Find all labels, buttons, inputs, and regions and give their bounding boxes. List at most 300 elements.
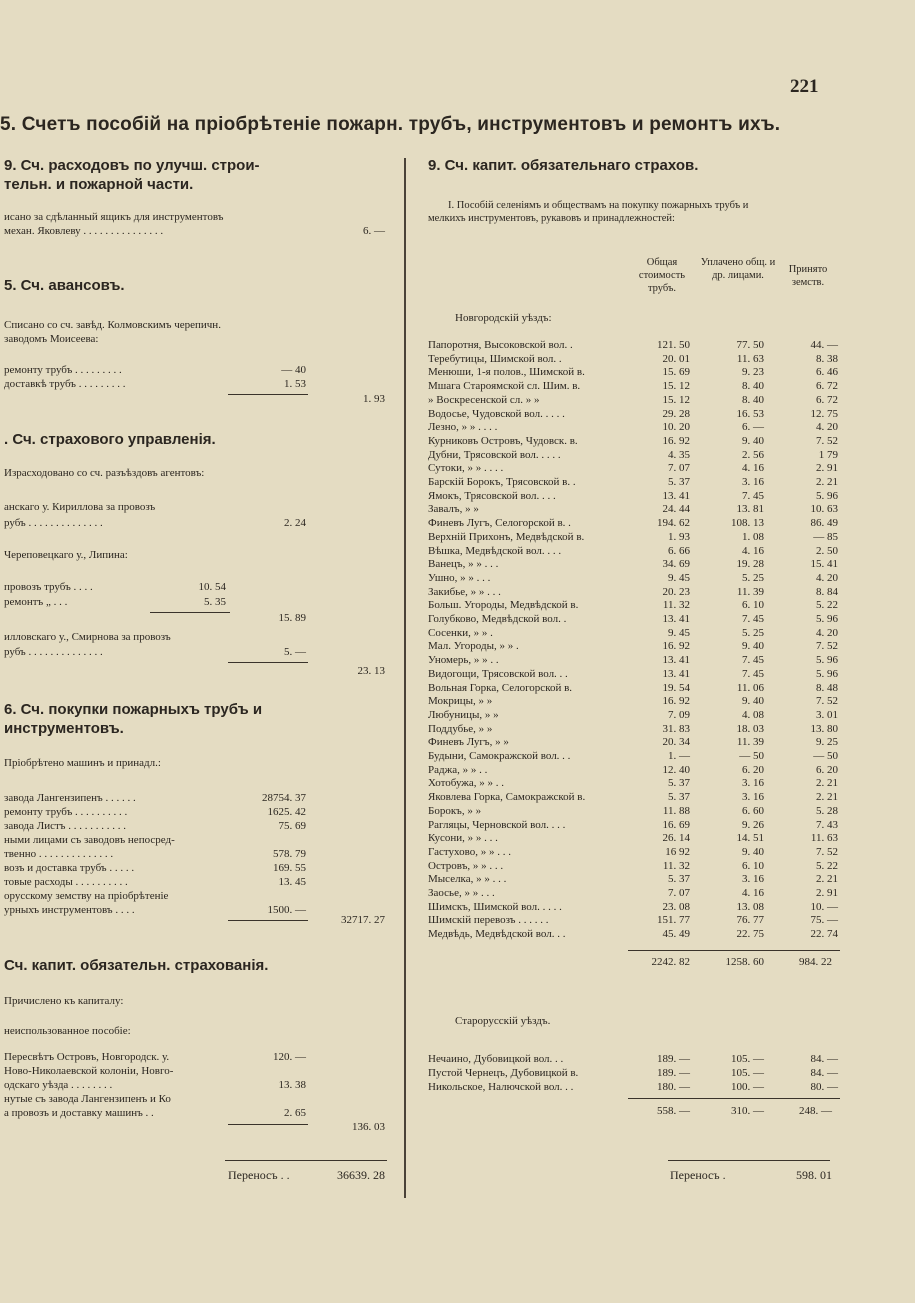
row-cost: 151. 77: [657, 914, 690, 927]
row-cost: 7. 07: [668, 887, 690, 899]
column-header-zemstvo: Принято земств.: [788, 264, 828, 288]
row-paid: 4. 16: [742, 544, 764, 557]
row-cost: 1. 93: [668, 530, 690, 543]
row-zemstvo: 7. 52: [816, 845, 838, 858]
section-heading-purchase: 6. Сч. покупки пожарныхъ трубъ и инструментовъ.: [4, 701, 263, 737]
carry-over-label: Переносъ .: [670, 1168, 726, 1182]
ledger-value: 6. —: [363, 225, 385, 237]
row-cost: 5. 37: [668, 777, 690, 790]
row-place: Мшага Староямской сл. Шим. в.: [428, 380, 581, 393]
section-heading-insurance-admin: . Сч. страхового управленія.: [4, 431, 216, 448]
row-paid: 3. 16: [742, 873, 764, 886]
row-paid: 4. 08: [742, 708, 764, 721]
row-zemstvo: 1 79: [818, 448, 838, 461]
row-paid: 6. 60: [742, 804, 764, 817]
row-paid: 13. 81: [736, 503, 764, 516]
table-row: [428, 599, 838, 612]
row-place: Нечаино, Дубовицкой вол. . .: [428, 1053, 564, 1065]
row-zemstvo: 84. —: [810, 1053, 838, 1065]
row-zemstvo: 22. 74: [810, 928, 838, 941]
totals2-paid: 310. —: [731, 1105, 764, 1117]
ledger-line: ными лицами съ заводовъ непосред-: [4, 834, 175, 846]
carry-over-value: 598. 01: [796, 1168, 832, 1182]
row-place: » Воскресенской сл. » »: [428, 393, 540, 406]
table-row: [428, 860, 838, 873]
row-cost: 16. 92: [662, 640, 690, 653]
row-zemstvo: 4. 20: [816, 626, 838, 639]
row-zemstvo: 44. —: [810, 339, 838, 351]
row-place: Сутоки, » » . . . .: [428, 462, 504, 475]
row-cost: 5. 37: [668, 873, 690, 886]
ledger-total: 23. 13: [357, 665, 385, 677]
row-paid: 19. 28: [736, 558, 764, 571]
ledger-line: Израсходовано со сч. разъѣздовъ агентовъ:: [4, 467, 205, 479]
row-paid: 3. 16: [742, 476, 764, 488]
row-zemstvo: 2. 21: [816, 791, 838, 804]
table-row: [428, 353, 838, 366]
row-zemstvo: 6. 72: [816, 380, 838, 393]
row-place: Никольское, Налючской вол. . .: [428, 1081, 574, 1093]
row-paid: 9. 40: [742, 695, 764, 708]
row-zemstvo: — 50: [813, 750, 838, 762]
row-paid: 13. 08: [736, 900, 764, 913]
rule: [628, 950, 840, 951]
row-zemstvo: 2. 21: [816, 476, 838, 488]
rule: [150, 612, 230, 613]
ledger-line: Причислено къ капиталу:: [4, 995, 124, 1007]
ledger-value: 1. 53: [284, 378, 306, 390]
row-cost: 26. 14: [662, 832, 690, 845]
row-place: Кусони, » » . . .: [428, 832, 498, 845]
totals-zemstvo: 984. 22: [799, 956, 832, 968]
row-place: Больш. Угороды, Медвѣдской в.: [428, 599, 579, 612]
row-place: Медвѣдь, Медвѣдской вол. . .: [428, 928, 566, 941]
table-row: [428, 805, 838, 818]
ledger-total: 32717. 27: [341, 914, 385, 926]
row-place: Сосенки, » » .: [428, 626, 493, 639]
row-paid: 14. 51: [736, 832, 764, 845]
table-row: [428, 572, 838, 585]
row-cost: 9. 45: [668, 571, 690, 584]
ledger-line: твенно . . . . . . . . . . . . . .: [4, 848, 114, 860]
row-cost: 7. 09: [668, 708, 690, 721]
ledger-line: завода Лангензипенъ . . . . . .: [4, 792, 136, 804]
table-row: [428, 695, 838, 708]
row-zemstvo: 6. 72: [816, 393, 838, 406]
table-row: [428, 1081, 838, 1094]
table-row: [428, 832, 838, 845]
row-place: Барскій Борокъ, Трясовской в. .: [428, 476, 576, 488]
totals-paid: 1258. 60: [725, 956, 764, 968]
table-row: [428, 586, 838, 599]
totals-cost: 2242. 82: [651, 956, 690, 968]
column-header-paid: Уплачено общ. и др. лицами.: [700, 257, 776, 281]
row-paid: 6. 20: [742, 763, 764, 776]
ledger-line: урныхъ инструментовъ . . . .: [4, 904, 135, 916]
row-cost: 24. 44: [662, 503, 690, 516]
row-cost: 20. 23: [662, 585, 690, 598]
row-cost: 7. 07: [668, 462, 690, 475]
row-place: Финевъ Лугъ, » »: [428, 736, 509, 749]
row-place: Шимскъ, Шимской вол. . . . .: [428, 900, 562, 913]
ledger-value: 169. 55: [273, 862, 306, 874]
ledger-line: Ново-Николаевской колоніи, Новго-: [4, 1065, 174, 1077]
row-place: Ванецъ, » » . . .: [428, 558, 499, 571]
row-paid: 11. 06: [736, 681, 764, 694]
row-paid: 100. —: [731, 1081, 764, 1093]
rule: [225, 1160, 387, 1161]
row-zemstvo: 11. 63: [810, 832, 838, 845]
row-paid: 9. 40: [742, 640, 764, 653]
row-cost: 4. 35: [668, 448, 690, 461]
row-place: Лезно, » » . . . .: [428, 421, 498, 434]
row-paid: 9. 23: [742, 366, 764, 379]
row-cost: 19. 54: [662, 681, 690, 694]
row-place: Островъ, » » . . .: [428, 859, 504, 872]
ledger-line: анскаго у. Кириллова за провозъ: [4, 501, 156, 513]
ledger-line: рубъ . . . . . . . . . . . . . .: [4, 646, 103, 658]
ledger-line: илловскаго у., Смирнова за провозъ: [4, 631, 171, 643]
ledger-line: неиспользованное пособіе:: [4, 1025, 131, 1037]
row-zemstvo: 8. 38: [816, 352, 838, 365]
rule: [628, 1098, 840, 1099]
row-paid: 7. 45: [742, 613, 764, 625]
row-zemstvo: 10. —: [810, 900, 838, 913]
table-row: [428, 394, 838, 407]
row-zemstvo: 2. 21: [816, 873, 838, 886]
row-place: Мыселка, » » . . .: [428, 873, 507, 886]
row-paid: 3. 16: [742, 777, 764, 790]
table-row: [428, 558, 838, 571]
row-paid: 4. 16: [742, 462, 764, 475]
row-zemstvo: 2. 50: [816, 544, 838, 557]
row-cost: 5. 37: [668, 791, 690, 804]
row-zemstvo: 3. 01: [816, 708, 838, 721]
table-row: [428, 380, 838, 393]
row-zemstvo: 5. 96: [816, 667, 838, 680]
ledger-value: 2. 65: [284, 1107, 306, 1119]
row-zemstvo: 75. —: [810, 914, 838, 927]
ledger-value: 28754. 37: [262, 792, 306, 804]
section-heading-capital: 9. Сч. капит. обязательнаго страхов.: [428, 157, 699, 174]
column-header-cost: Общая стоимость трубъ.: [638, 257, 686, 294]
row-place: Мал. Угороды, » » .: [428, 640, 519, 653]
row-zemstvo: 9. 25: [816, 736, 838, 749]
ledger-value: 75. 69: [278, 820, 306, 832]
row-cost: 45. 49: [662, 928, 690, 941]
row-paid: 8. 40: [742, 380, 764, 393]
row-cost: 13. 41: [662, 489, 690, 502]
table-row: [428, 435, 838, 448]
ledger-line: возъ и доставка трубъ . . . . .: [4, 862, 135, 874]
table-row: [428, 914, 838, 927]
row-paid: 9. 40: [742, 845, 764, 858]
row-place: Вольная Горка, Селогорской в.: [428, 681, 573, 694]
row-paid: 16. 53: [736, 407, 764, 420]
row-zemstvo: 5. 28: [816, 804, 838, 817]
row-zemstvo: 2. 21: [816, 777, 838, 790]
row-place: Видогощи, Трясовской вол. . .: [428, 667, 568, 680]
row-cost: 29. 28: [662, 407, 690, 420]
table-row: [428, 627, 838, 640]
row-zemstvo: 7. 43: [816, 818, 838, 831]
table-row: [428, 764, 838, 777]
table-row: [428, 873, 838, 886]
row-zemstvo: 7. 52: [816, 695, 838, 708]
table-row: [428, 777, 838, 790]
row-place: Завалъ, » »: [428, 503, 479, 516]
table-row: [428, 531, 838, 544]
totals2-cost: 558. —: [657, 1105, 690, 1117]
row-cost: 11. 32: [662, 859, 690, 872]
row-zemstvo: 8. 48: [816, 681, 838, 694]
ledger-line: заводомъ Моисеева:: [4, 333, 99, 345]
row-cost: 13. 41: [662, 613, 690, 625]
row-paid: 9. 40: [742, 434, 764, 447]
table-row: [428, 750, 838, 763]
row-place: Пустой Чернецъ, Дубовицкой в.: [428, 1067, 579, 1079]
ledger-value: 10. 54: [198, 581, 226, 593]
row-paid: 8. 40: [742, 393, 764, 406]
ledger-line: Пріобрѣтено машинъ и принадл.:: [4, 757, 161, 769]
row-place: Хотобужа, » » . .: [428, 777, 505, 790]
row-cost: 16. 69: [662, 818, 690, 831]
row-zemstvo: 4. 20: [816, 571, 838, 584]
page-title: 5. Счетъ пособій на пріобрѣтеніе пожарн. трубъ, инструментовъ и ремонтъ ихъ.: [0, 114, 781, 135]
section-intro: I. Пособій селеніямъ и обществамъ на покупку пожарныхъ трубъ и мелкихъ инструментовъ, рукавовъ и принадлежностей:: [428, 200, 749, 224]
row-zemstvo: — 85: [813, 530, 838, 543]
row-cost: 180. —: [657, 1081, 690, 1093]
row-place: Заосье, » » . . .: [428, 887, 495, 899]
ledger-value: 578. 79: [273, 848, 306, 860]
table-row: [428, 339, 838, 352]
table-row: [428, 928, 838, 941]
row-cost: 189. —: [657, 1053, 690, 1065]
row-place: Яковлева Горка, Самокражской в.: [428, 791, 586, 804]
row-paid: 11. 39: [736, 736, 764, 749]
ledger-line: Пересвѣтъ Островъ, Новгородск. у.: [4, 1051, 170, 1063]
row-zemstvo: 5. 96: [816, 654, 838, 667]
row-place: Мокрицы, » »: [428, 695, 493, 708]
table-row: [428, 887, 838, 900]
ledger-line: орусскому земству на пріобрѣтеніе: [4, 890, 169, 902]
ledger-line: провозъ трубъ . . . .: [4, 581, 93, 593]
ledger-value: 5. 35: [204, 596, 226, 608]
table-row: [428, 462, 838, 475]
row-paid: 11. 63: [736, 352, 764, 365]
row-zemstvo: 4. 20: [816, 421, 838, 434]
table-row: [428, 476, 838, 489]
ledger-line: Списано со сч. завѣд. Колмовскимъ черепичн.: [4, 319, 221, 331]
row-zemstvo: 86. 49: [810, 517, 838, 530]
row-cost: 10. 20: [662, 421, 690, 434]
row-cost: 23. 08: [662, 900, 690, 913]
row-zemstvo: 8. 84: [816, 585, 838, 598]
ledger-line: рубъ . . . . . . . . . . . . . .: [4, 517, 103, 529]
row-paid: 11. 39: [736, 585, 764, 598]
row-place: Водосье, Чудовской вол. . . . .: [428, 407, 565, 420]
column-divider: [404, 158, 406, 1198]
section-heading-advances: 5. Сч. авансовъ.: [4, 277, 125, 294]
row-cost: 12. 40: [662, 763, 690, 776]
row-place: Гастухово, » » . . .: [428, 845, 511, 858]
ledger-line: ремонту трубъ . . . . . . . . .: [4, 364, 122, 376]
ledger-value: 2. 24: [284, 517, 306, 529]
row-place: Шимскій перевозъ . . . . . .: [428, 914, 549, 927]
table-row: [428, 819, 838, 832]
row-zemstvo: 7. 52: [816, 434, 838, 447]
table-row: [428, 613, 838, 626]
row-zemstvo: 84. —: [810, 1067, 838, 1079]
row-cost: 16 92: [665, 845, 690, 858]
row-cost: 16. 92: [662, 434, 690, 447]
totals2-zemstvo: 248. —: [799, 1105, 832, 1117]
table-row: [428, 723, 838, 736]
row-place: Верхній Прихонъ, Медвѣдской в.: [428, 530, 585, 543]
table-row: [428, 654, 838, 667]
row-place: Папоротня, Высоковской вол. .: [428, 339, 573, 351]
rule: [228, 662, 308, 663]
table-row: [428, 503, 838, 516]
row-paid: 6. 10: [742, 859, 764, 872]
row-zemstvo: 2. 91: [816, 887, 838, 899]
row-paid: 7. 45: [742, 654, 764, 667]
row-place: Закибье, » » . . .: [428, 585, 501, 598]
ledger-line: доставкѣ трубъ . . . . . . . . .: [4, 378, 126, 390]
row-cost: 20. 34: [662, 736, 690, 749]
row-place: Дубни, Трясовской вол. . . . .: [428, 448, 561, 461]
row-paid: 7. 45: [742, 667, 764, 680]
ledger-total: 136. 03: [352, 1121, 385, 1133]
row-place: Ушно, » » . . .: [428, 571, 491, 584]
table-row: [428, 366, 838, 379]
row-paid: 105. —: [731, 1053, 764, 1065]
ledger-line: одскаго уѣзда . . . . . . . .: [4, 1079, 113, 1091]
table-row: [428, 846, 838, 859]
row-paid: 105. —: [731, 1067, 764, 1079]
table-row: [428, 668, 838, 681]
ledger-line: механ. Яковлеву . . . . . . . . . . . . . . .: [4, 225, 164, 237]
row-cost: 1. —: [668, 750, 690, 762]
table-row: [428, 640, 838, 653]
ledger-line: а провозъ и доставку машинъ . .: [4, 1107, 154, 1119]
row-paid: 6. 10: [742, 599, 764, 612]
row-cost: 34. 69: [662, 558, 690, 571]
row-paid: 77. 50: [736, 339, 764, 351]
row-cost: 20. 01: [662, 352, 690, 365]
carry-over-label: Переносъ . .: [228, 1168, 290, 1182]
row-paid: 108. 13: [731, 517, 764, 530]
table-row: [428, 517, 838, 530]
row-zemstvo: 5. 96: [816, 613, 838, 625]
row-place: Менюши, 1-я полов., Шимской в.: [428, 366, 585, 379]
row-place: Голубково, Медвѣдской вол. .: [428, 613, 567, 625]
row-zemstvo: 5. 96: [816, 489, 838, 502]
row-cost: 13. 41: [662, 667, 690, 680]
row-zemstvo: 80. —: [810, 1081, 838, 1093]
table-row: [428, 1053, 838, 1066]
table-row: [428, 490, 838, 503]
rule: [228, 1124, 308, 1125]
row-zemstvo: 6. 20: [816, 763, 838, 776]
ledger-value: 1500. —: [267, 904, 306, 916]
ledger-value: — 40: [281, 364, 306, 376]
ledger-line: ремонтъ „ . . .: [4, 596, 68, 608]
row-place: Ямокъ, Трясовской вол. . . .: [428, 489, 556, 502]
row-zemstvo: 12. 75: [810, 407, 838, 420]
row-cost: 194. 62: [657, 517, 690, 530]
row-place: Курниковъ Островъ, Чудовск. в.: [428, 434, 578, 447]
row-paid: 76. 77: [736, 914, 764, 927]
district-heading: Новгородскій уѣздъ:: [455, 312, 552, 324]
table-row: [428, 736, 838, 749]
row-place: Теребутицы, Шимской вол. .: [428, 352, 562, 365]
table-row: [428, 449, 838, 462]
ledger-line: исано за сдѣланный ящикъ для инструментовъ: [4, 211, 224, 223]
table-row: [428, 1067, 838, 1080]
ledger-subtotal: 15. 89: [278, 612, 306, 624]
ledger-line: нутые съ завода Лангензипенъ и Ко: [4, 1093, 171, 1105]
row-zemstvo: 5. 22: [816, 859, 838, 872]
ledger-value: 120. —: [273, 1051, 306, 1063]
row-paid: 6. —: [742, 421, 764, 434]
row-place: Любуницы, » »: [428, 708, 499, 721]
row-place: Финевъ Лугъ, Селогорской в. .: [428, 517, 571, 530]
row-paid: 9. 26: [742, 818, 764, 831]
carry-over-value: 36639. 28: [337, 1168, 385, 1182]
rule: [668, 1160, 830, 1161]
row-paid: 1. 08: [742, 530, 764, 543]
row-cost: 11. 32: [662, 599, 690, 612]
ledger-line: товые расходы . . . . . . . . . .: [4, 876, 128, 888]
table-row: [428, 545, 838, 558]
section-heading-capital-insurance: Сч. капит. обязательн. страхованія.: [4, 957, 269, 974]
ledger-value: 1625. 42: [267, 806, 306, 818]
section-heading-construction: 9. Сч. расходовъ по улучш. строи- тельн. и пожарной части.: [4, 157, 260, 193]
row-place: Будыни, Самокражской вол. . .: [428, 750, 571, 762]
row-cost: 15. 12: [662, 393, 690, 406]
row-cost: 31. 83: [662, 722, 690, 735]
row-cost: 15. 69: [662, 366, 690, 379]
row-place: Раджа, » » . .: [428, 763, 488, 776]
row-zemstvo: 7. 52: [816, 640, 838, 653]
row-zemstvo: 6. 46: [816, 366, 838, 379]
row-cost: 189. —: [657, 1067, 690, 1079]
row-cost: 15. 12: [662, 380, 690, 393]
table-row: [428, 709, 838, 722]
row-paid: 3. 16: [742, 791, 764, 804]
ledger-total: 1. 93: [363, 393, 385, 405]
row-cost: 16. 92: [662, 695, 690, 708]
row-place: Поддубье, » »: [428, 722, 493, 735]
row-zemstvo: 15. 41: [810, 558, 838, 571]
row-zemstvo: 13. 80: [810, 722, 838, 735]
row-cost: 121. 50: [657, 339, 690, 351]
row-zemstvo: 2. 91: [816, 462, 838, 475]
table-row: [428, 408, 838, 421]
ledger-line: завода Листъ . . . . . . . . . . .: [4, 820, 126, 832]
district-heading: Старорусскій уѣздъ.: [455, 1015, 551, 1027]
row-place: Уномерь, » » . .: [428, 654, 499, 667]
row-place: Борокъ, » »: [428, 804, 482, 817]
row-cost: 11. 88: [662, 804, 690, 817]
row-cost: 6. 66: [668, 544, 690, 557]
row-paid: 4. 16: [742, 887, 764, 899]
page-number: 221: [790, 76, 819, 97]
ledger-value: 5. —: [284, 646, 306, 658]
row-paid: — 50: [739, 750, 764, 762]
row-place: Вѣшка, Медвѣдской вол. . . .: [428, 544, 562, 557]
